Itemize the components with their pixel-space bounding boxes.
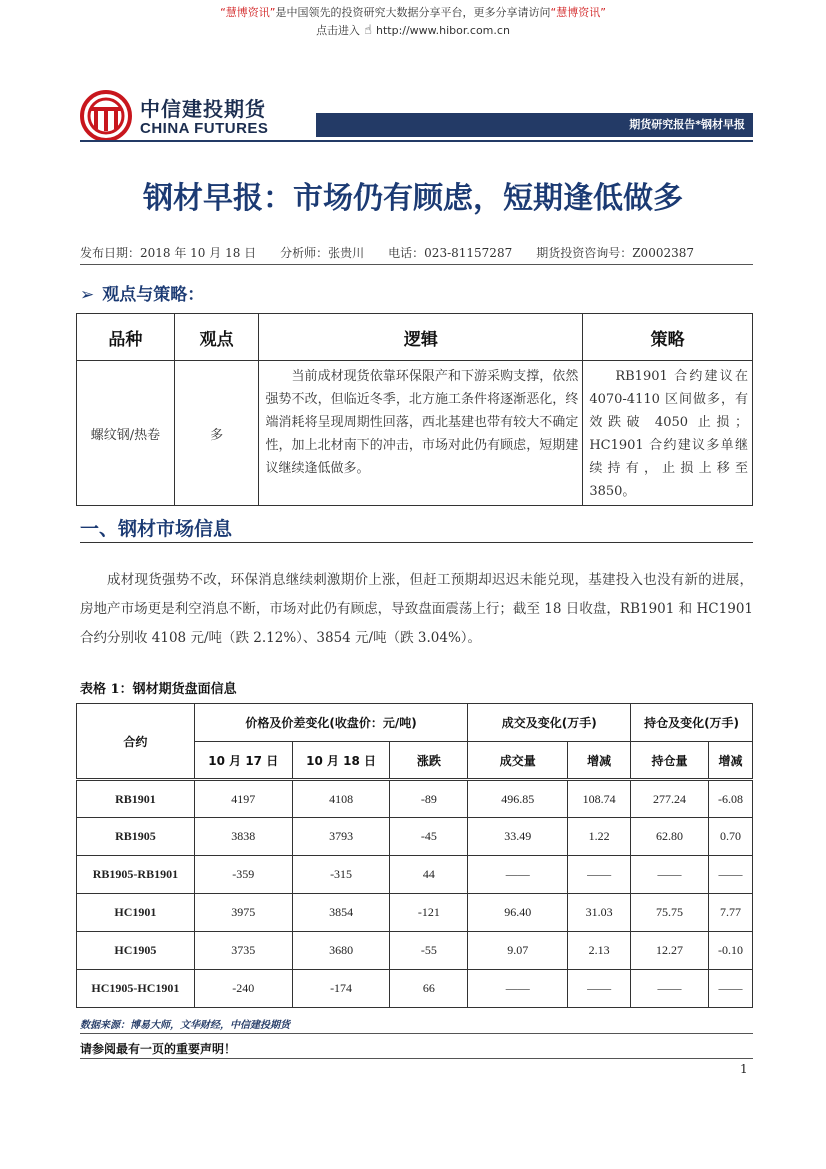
oi-change: -0.10 — [709, 932, 753, 970]
price-oct18: -174 — [292, 970, 390, 1008]
table-row — [77, 780, 753, 818]
subheader-volume: 成交量 — [468, 742, 568, 780]
analyst-phone: 电话：023-81157287 — [388, 246, 513, 260]
volume-change: 1.22 — [568, 818, 631, 856]
table-caption: 表格 1：钢材期货盘面信息 — [80, 682, 237, 697]
contract-name: HC1905 — [77, 932, 195, 970]
view-section-heading — [80, 280, 204, 305]
header-open-interest: 持仓及变化(万手) — [631, 704, 753, 742]
header-volume: 成交及变化(万手) — [468, 704, 631, 742]
logic-cell: 当前成材现货依靠环保限产和下游采购支撑，依然强势不改，但临近冬季，北方施工条件将逐渐恶化，终端消耗将呈现周期性回落，西北基建也带有较大不确定性，加上北材南下的冲击，市场对此仍有顾虑，短期建议继续逢低做多。 — [259, 361, 583, 506]
banner-brand-2[interactable]: “慧博资讯” — [550, 6, 606, 19]
price-oct18: 4108 — [292, 780, 390, 818]
table-row — [77, 894, 753, 932]
oi-change: 0.70 — [709, 818, 753, 856]
report-type-bar: 期货研究报告*钢材早报 — [316, 113, 753, 137]
table-header-row — [77, 704, 753, 742]
contract-name: RB1901 — [77, 780, 195, 818]
footer-divider — [80, 1058, 753, 1059]
price-change: -89 — [390, 780, 468, 818]
china-futures-logo-icon — [80, 90, 132, 142]
company-name-en: CHINA FUTURES — [140, 120, 269, 137]
variety-cell: 螺纹钢/热卷 — [77, 361, 175, 506]
contract-name: RB1905 — [77, 818, 195, 856]
report-meta — [80, 244, 753, 261]
volume-change: —— — [568, 856, 631, 894]
table-row — [77, 361, 753, 506]
section-heading: 一、钢材市场信息 — [80, 518, 233, 540]
volume: 33.49 — [468, 818, 568, 856]
volume-change: 31.03 — [568, 894, 631, 932]
price-change: -55 — [390, 932, 468, 970]
top-banner — [0, 4, 826, 22]
volume: 9.07 — [468, 932, 568, 970]
subheader-change: 涨跌 — [390, 742, 468, 780]
oi-change: —— — [709, 970, 753, 1008]
banner-url-link[interactable]: http://www.hibor.com.cn — [375, 24, 510, 37]
futures-data-table — [76, 703, 753, 1008]
price-oct18: 3854 — [292, 894, 390, 932]
arrow-bullet-icon: ➢ — [80, 285, 95, 305]
analyst-name: 分析师：张贵川 — [280, 246, 365, 260]
header-variety: 品种 — [77, 314, 175, 361]
strategy-cell: RB1901 合约建议在 4070-4110 区间做多，有效跌破 4050 止损；HC1901 合约建议多单继续持有，止损上移至 3850。 — [583, 361, 753, 506]
oi-change: 7.77 — [709, 894, 753, 932]
section-divider — [80, 542, 753, 543]
banner-text: 是中国领先的投资研究大数据分享平台，更多分享请访问 — [275, 6, 551, 19]
subheader-volume-change: 增减 — [568, 742, 631, 780]
view-strategy-table — [76, 313, 753, 506]
price-change: -121 — [390, 894, 468, 932]
banner-link-line — [0, 22, 826, 38]
price-oct17: -240 — [194, 970, 292, 1008]
header-strategy: 策略 — [583, 314, 753, 361]
table-row — [77, 970, 753, 1008]
subheader-oct18: 10 月 18 日 — [292, 742, 390, 780]
volume: 96.40 — [468, 894, 568, 932]
header-price: 价格及价差变化(收盘价：元/吨) — [194, 704, 468, 742]
open-interest: —— — [631, 970, 709, 1008]
price-oct17: 3975 — [194, 894, 292, 932]
price-oct17: 3735 — [194, 932, 292, 970]
price-change: -45 — [390, 818, 468, 856]
disclaimer-notice: 请参阅最有一页的重要声明！ — [80, 1042, 237, 1056]
contract-name: HC1905-HC1901 — [77, 970, 195, 1008]
contract-name: RB1905-RB1901 — [77, 856, 195, 894]
open-interest: 75.75 — [631, 894, 709, 932]
price-oct18: 3793 — [292, 818, 390, 856]
license-number: 期货投资咨询号：Z0002387 — [536, 246, 695, 260]
table-row — [77, 932, 753, 970]
header-divider — [80, 140, 753, 142]
hand-pointer-icon: ☝ — [364, 23, 372, 38]
subheader-oi-change: 增减 — [709, 742, 753, 780]
volume-change: 2.13 — [568, 932, 631, 970]
publish-date: 发布日期：2018 年 10 月 18 日 — [80, 246, 257, 260]
volume: —— — [468, 970, 568, 1008]
view-cell: 多 — [174, 361, 259, 506]
volume: 496.85 — [468, 780, 568, 818]
subheader-oct17: 10 月 17 日 — [194, 742, 292, 780]
price-oct17: 4197 — [194, 780, 292, 818]
header-view: 观点 — [174, 314, 259, 361]
table-row — [77, 856, 753, 894]
contract-name: HC1901 — [77, 894, 195, 932]
oi-change: -6.08 — [709, 780, 753, 818]
report-title: 钢材早报：市场仍有顾虑，短期逢低做多 — [143, 181, 683, 216]
open-interest: 277.24 — [631, 780, 709, 818]
price-oct17: -359 — [194, 856, 292, 894]
price-change: 66 — [390, 970, 468, 1008]
page-number: 1 — [740, 1062, 748, 1076]
oi-change: —— — [709, 856, 753, 894]
notice-divider — [80, 1033, 753, 1034]
price-oct18: 3680 — [292, 932, 390, 970]
view-heading-text: 观点与策略： — [102, 285, 205, 305]
banner-brand[interactable]: “慧博资讯” — [220, 6, 276, 19]
header-logic: 逻辑 — [259, 314, 583, 361]
open-interest: 12.27 — [631, 932, 709, 970]
company-name-cn: 中信建投期货 — [140, 97, 266, 121]
volume-change: 108.74 — [568, 780, 631, 818]
volume-change: —— — [568, 970, 631, 1008]
price-change: 44 — [390, 856, 468, 894]
market-paragraph: 成材现货强势不改，环保消息继续刺激期价上涨，但赶工预期却迟迟未能兑现，基建投入也没有新的进展，房地产市场更是利空消息不断，市场对此仍有顾虑，导致盘面震荡上行；截至 18 日收盘，RB1901 和 HC1901 合约分别收 4108 元/吨（跌 2.12%）、3854 元/吨（跌 3.04%）。 — [80, 572, 753, 646]
banner-link-prefix: 点击进入 — [316, 24, 361, 37]
data-source: 数据来源：博易大师，文华财经，中信建投期货 — [80, 1020, 290, 1031]
open-interest: 62.80 — [631, 818, 709, 856]
table-row — [77, 818, 753, 856]
meta-divider — [80, 264, 753, 265]
header-contract: 合约 — [77, 704, 195, 780]
price-oct18: -315 — [292, 856, 390, 894]
table-header-row — [77, 314, 753, 361]
volume: —— — [468, 856, 568, 894]
subheader-open-interest: 持仓量 — [631, 742, 709, 780]
price-oct17: 3838 — [194, 818, 292, 856]
open-interest: —— — [631, 856, 709, 894]
